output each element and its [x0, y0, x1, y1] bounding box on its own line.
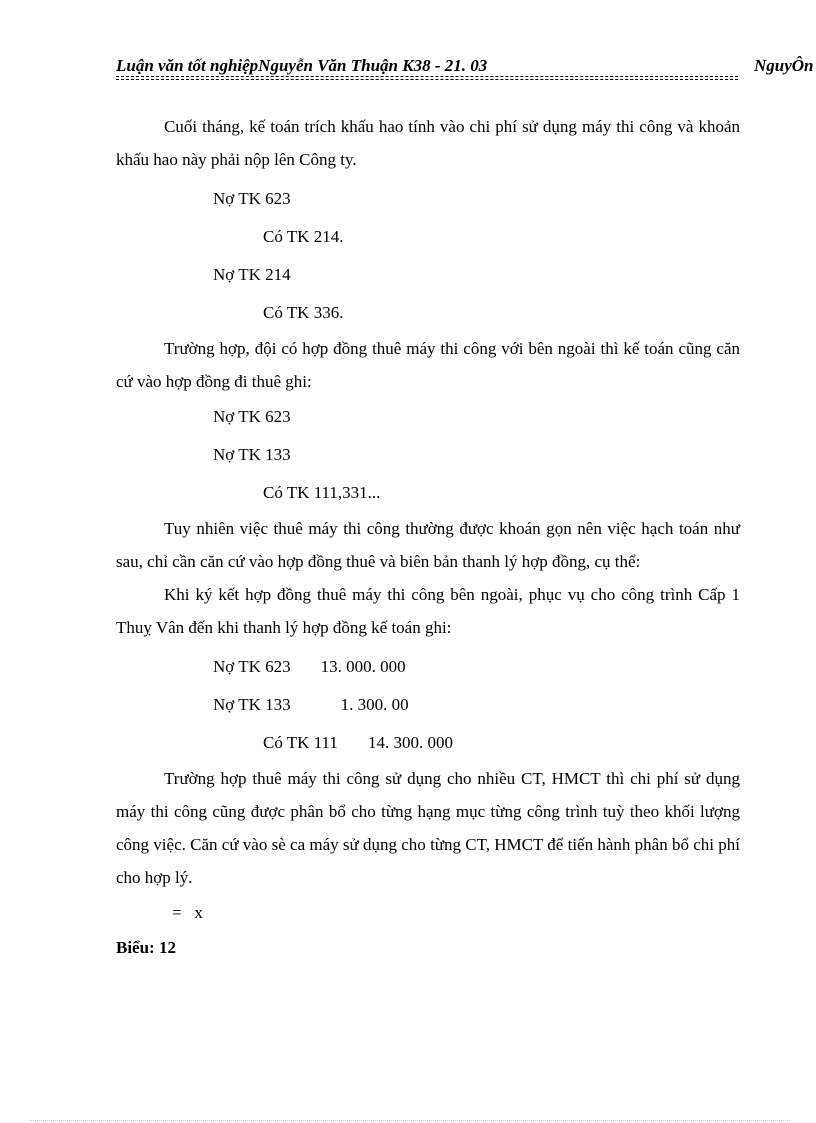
footer-divider: [30, 1120, 790, 1121]
journal-entry-debit: Nợ TK 623: [213, 189, 291, 208]
paragraph-allocation: Trường hợp thuê máy thi công sử dụng cho nhiều CT, HMCT thì chi phí sử dụng máy thi công cũng được phân bổ cho từng hạng mục từng công trình tuỳ theo khối lượng công việc. Căn cứ vào sè ca máy sử dụng cho từng CT, HMCT để tiến hành phân bổ chi phí cho hợp lý.: [116, 769, 740, 887]
document-body: [116, 110, 740, 964]
paragraph-depreciation: Cuối tháng, kế toán trích khấu hao tính vào chi phí sử dụng máy thi công và khoản khấu hao này phải nộp lên Công ty.: [116, 117, 740, 169]
allocation-formula: = x: [172, 903, 203, 922]
paragraph-lump-sum: Tuy nhiên việc thuê máy thi công thường được khoán gọn nên việc hạch toán như sau, chỉ cần căn cứ vào hợp đồng thuê và biên bản thanh lý hợp đồng, cụ thể:: [116, 519, 740, 571]
entry-amount: 1. 300. 00: [340, 695, 409, 714]
journal-entry-credit: Có TK 111,331...: [263, 483, 381, 502]
journal-entry-debit: Nợ TK 623: [213, 407, 291, 426]
header-divider-secondary: [116, 79, 738, 80]
entry-account: Nợ TK 623: [213, 657, 291, 676]
journal-entry-credit: Có TK 214.: [263, 227, 344, 246]
table-caption: Biểu: 12: [116, 938, 176, 957]
journal-entry-credit: Có TK 336.: [263, 303, 344, 322]
header-divider: [116, 76, 738, 77]
journal-entry-debit: Nợ TK 133: [213, 445, 291, 464]
header-right-text: NguyÔn: [754, 56, 814, 75]
entry-account: Nợ TK 133: [213, 695, 291, 714]
entry-amount: 14. 300. 000: [367, 733, 453, 752]
paragraph-contract-signing: Khi ký kết hợp đồng thuê máy thi công bên ngoài, phục vụ cho công trình Cấp 1 Thuỵ Vân đến khi thanh lý hợp đồng kế toán ghi:: [116, 585, 740, 637]
entry-amount: 13. 000. 000: [320, 657, 406, 676]
journal-entry-credit-amount: [116, 724, 740, 762]
header-left-text: Luận văn tốt nghiệpNguyễn Văn Thuận K38 - 21. 03: [116, 56, 488, 75]
paragraph-external-rental: Trường hợp, đội có hợp đồng thuê máy thi công với bên ngoài thì kế toán cũng căn cứ vào hợp đồng đi thuê ghi:: [116, 339, 740, 391]
journal-entry-debit-amount: [116, 648, 740, 686]
journal-entry-debit-amount: [116, 686, 740, 724]
journal-entry-debit: Nợ TK 214: [213, 265, 291, 284]
entry-account: Có TK 111: [263, 733, 338, 752]
